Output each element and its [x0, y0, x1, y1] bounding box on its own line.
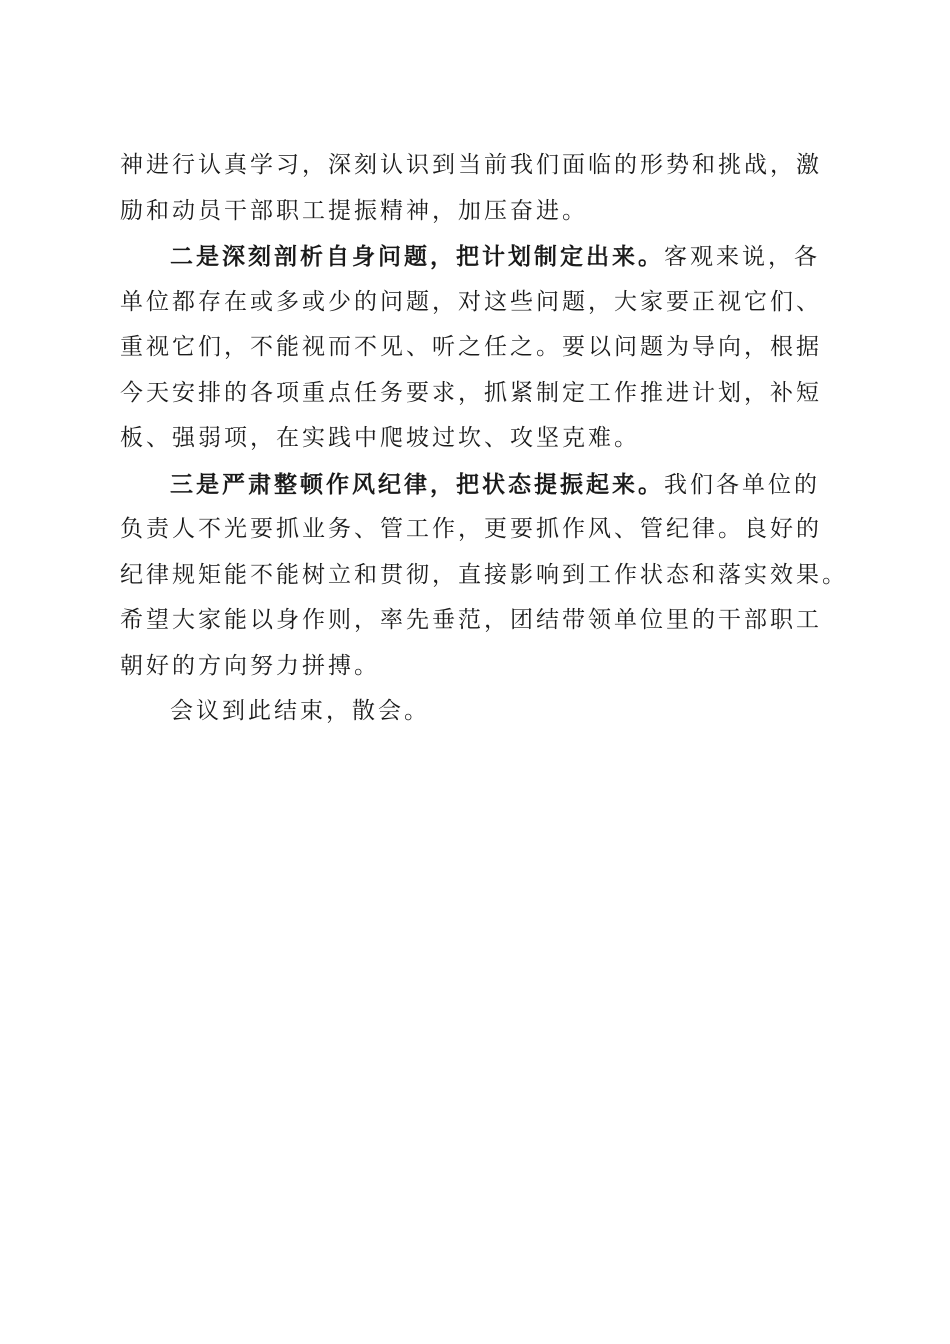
line-text: 单位都存在或多或少的问题，对这些问题，大家要正视它们、	[120, 288, 822, 315]
line-text: 朝好的方向努力拼搏。	[120, 652, 380, 679]
closing-line	[120, 689, 836, 735]
text-line	[120, 189, 836, 235]
document-body	[120, 143, 848, 735]
line-text: 会议到此结束，散会。	[170, 698, 430, 724]
paragraph-heading: 二是深刻剖析自身问题，把计划制定出来。	[170, 243, 664, 270]
text-line	[120, 416, 836, 462]
line-text: 重视它们，不能视而不见、听之任之。要以问题为导向，根据	[120, 334, 822, 360]
text-line	[120, 280, 836, 326]
text-line	[120, 325, 836, 371]
line-text: 负责人不光要抓业务、管工作，更要抓作风、管纪律。良好的	[120, 516, 822, 542]
line-text: 希望大家能以身作则，率先垂范，团结带领单位里的干部职工	[120, 607, 822, 633]
text-line	[120, 598, 836, 644]
text-line	[120, 507, 836, 553]
line-text: 励和动员干部职工提振精神，加压奋进。	[120, 197, 588, 224]
line-text: 纪律规矩能不能树立和贯彻，直接影响到工作状态和落实效果。	[120, 561, 848, 588]
paragraph-heading: 三是严肃整顿作风纪律，把状态提振起来。	[170, 470, 664, 498]
line-text: 今天安排的各项重点任务要求，抓紧制定工作推进计划，补短	[120, 379, 822, 406]
text-line	[120, 371, 836, 417]
line-text: 客观来说，各	[664, 244, 820, 270]
text-line	[120, 644, 836, 690]
line-text: 我们各单位的	[664, 471, 820, 498]
line-text: 板、强弱项，在实践中爬坡过坎、攻坚克难。	[120, 425, 640, 451]
line-text: 神进行认真学习，深刻认识到当前我们面临的形势和挑战，激	[120, 152, 822, 178]
text-line	[120, 143, 836, 189]
paragraph-heading-line	[120, 462, 836, 508]
text-line	[120, 553, 848, 599]
paragraph-heading-line	[120, 234, 836, 280]
